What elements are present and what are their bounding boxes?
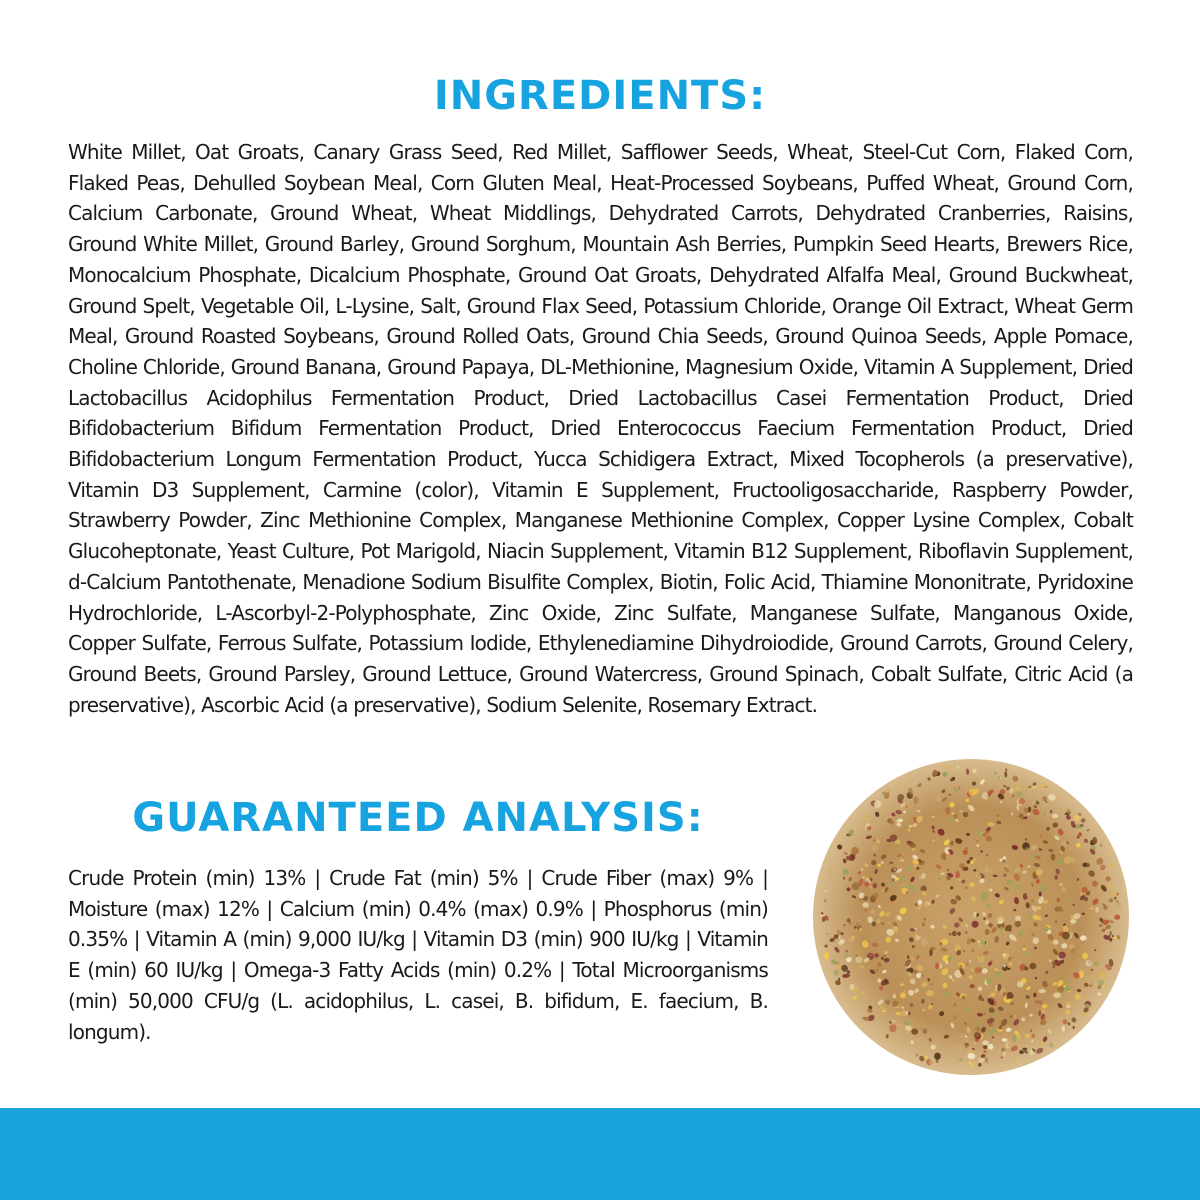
ingredients-list: White Millet, Oat Groats, Canary Grass Seed, Red Millet, Safflower Seeds, Wheat, Steel-Cut Corn, Flaked Corn, Flaked Peas, Dehulled Soybean Meal, Corn Gluten Meal, Heat-Processed Soybeans, Puffed Wheat, Ground Corn, Calcium Carbonate, Ground Wheat, Wheat Middlings, Dehydrated Carrots, Dehydrated Cranberries, Raisins, Ground White Millet, Ground Barley, Ground Sorghum, Mountain Ash Berries, Pumpkin Seed Hearts, Brewers Rice, Monocalcium Phosphate, Dicalcium Phosphate, Ground Oat Groats, Dehydrated Alfalfa Meal, Ground Buckwheat, Ground Spelt, Vegetable Oil, L-Lysine, Salt, Ground Flax Seed, Potassium Chloride, Orange Oil Extract, Wheat Germ Meal, Ground Roasted Soybeans, Ground Rolled Oats, Ground Chia Seeds, Ground Quinoa Seeds, Apple Pomace, Choline Chloride, Ground Banana, Ground Papaya, DL-Methionine, Magnesium Oxide, Vitamin A Supplement, Dried Lactobacillus Acidophilus Fermentation Product, Dried Lactobacillus Casei Fermentation Product, Dried Bifidobacterium Bifidum Fermentation Product, Dried Enterococcus Faecium Fermentation Product, Dried Bifidobacterium Longum Fermentation Product, Yucca Schidigera Extract, Mixed Tocopherols (a preservative), Vitamin D3 Supplement, Carmine (color), Vitamin E Supplement, Fructooligosaccharide, Raspberry Powder, Strawberry Powder, Zinc Methionine Complex, Manganese Methionine Complex, Copper Lysine Complex, Cobalt Glucoheptonate, Yeast Culture, Pot Marigold, Niacin Supplement, Vitamin B12 Supplement, Riboflavin Supplement, d-Calcium Pantothenate, Menadione Sodium Bisulfite Complex, Biotin, Folic Acid, Thiamine Mononitrate, Pyridoxine Hydrochloride, L-Ascorbyl-2-Polyphosphate, Zinc Oxide, Zinc Sulfate, Manganese Sulfate, Manganous Oxide, Copper Sulfate, Ferrous Sulfate, Potassium Iodide, Ethylenediamine Dihydroiodide, Ground Carrots, Ground Celery, Ground Beets, Ground Parsley, Ground Lettuce, Ground Watercress, Ground Spinach, Cobalt Sulfate, Citric Acid (a preservative), Ascorbic Acid (a preservative), Sodium Selenite, Rosemary Extract. (68, 140, 1133, 717)
seed-speckle (1000, 776, 1002, 779)
seed-speckle (877, 978, 881, 982)
ingredients-title: INGREDIENTS: (433, 73, 767, 119)
seed-speckle (1058, 952, 1065, 959)
seed-speckle (859, 893, 865, 899)
guaranteed-analysis-title: GUARANTEED ANALYSIS: (132, 795, 704, 841)
footer-band (0, 1108, 1200, 1200)
seed-speckle (1039, 989, 1046, 993)
seed-speckle (1010, 1002, 1014, 1005)
guaranteed-analysis-text: Crude Protein (min) 13% | Crude Fat (min) 5% | Crude Fiber (max) 9% | Moisture (max) 12% | Calcium (min) 0.4% (max) 0.9% | Phosphorus (min) 0.35% | Vitamin A (min) 9,000 IU/kg | Vitamin D3 (min) 900 IU/kg | Vitamin E (min) 60 IU/kg | Omega-3 Fatty Acids (min) 0.2% | Total Microorganisms (min) 50,000 CFU/g (L. acidophilus, L. casei, B. bifidum, E. faecium, B. longum). (68, 866, 768, 1044)
seed-speckle (1028, 807, 1032, 813)
seed-mix-image (806, 752, 1136, 1082)
